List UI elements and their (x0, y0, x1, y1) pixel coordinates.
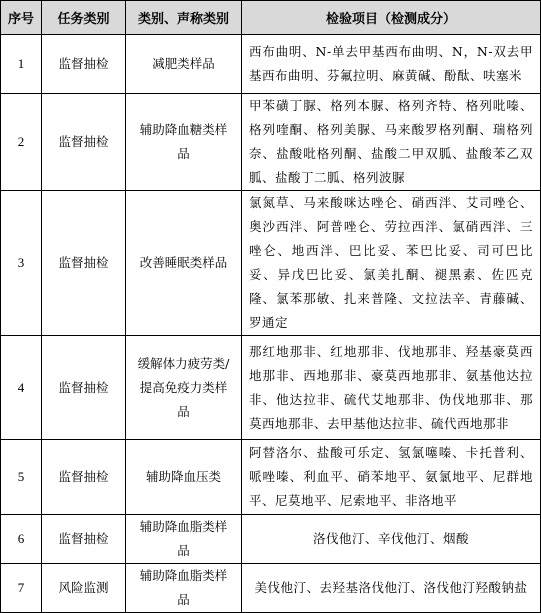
header-no: 序号 (1, 1, 42, 35)
row-task: 风险监测 (42, 564, 126, 613)
row-task: 监督抽检 (42, 336, 126, 440)
row-items: 那红地那非、红地那非、伐地那非、羟基豪莫西地那非、西地那非、豪莫西地那非、氨基他达拉非、他达拉非、硫代艾地那非、伪伐地那非、那莫西地那非、去甲基他达拉非、硫代西地那非 (242, 336, 541, 440)
row-items: 阿替洛尔、盐酸可乐定、氢氯噻嗪、卡托普利、哌唑嗪、利血平、硝苯地平、氨氯地平、尼群地平、尼莫地平、尼索地平、非洛地平 (242, 440, 541, 515)
row-category: 缓解体力疲劳类/提高免疫力类样品 (126, 336, 242, 440)
table-row (1, 515, 541, 564)
row-task: 监督抽检 (42, 94, 126, 191)
row-no: 2 (1, 94, 42, 191)
row-items: 洛伐他汀、辛伐他汀、烟酸 (242, 515, 541, 564)
row-no: 4 (1, 336, 42, 440)
table-row (1, 35, 541, 94)
row-category: 辅助降血压类 (126, 440, 242, 515)
row-items: 西布曲明、N-单去甲基西布曲明、N，N-双去甲基西布曲明、芬氟拉明、麻黄碱、酚酞、呋塞米 (242, 35, 541, 94)
row-items: 甲苯磺丁脲、格列本脲、格列齐特、格列吡嗪、格列喹酮、格列美脲、马来酸罗格列酮、瑞格列奈、盐酸吡格列酮、盐酸二甲双胍、盐酸苯乙双胍、盐酸丁二胍、格列波脲 (242, 94, 541, 191)
header-task: 任务类别 (42, 1, 126, 35)
table-row (1, 336, 541, 440)
table-row (1, 440, 541, 515)
row-items: 氯氮草、马来酸咪达唑仑、硝西泮、艾司唑仑、奥沙西泮、阿普唑仑、劳拉西泮、氯硝西泮、三唑仑、地西泮、巴比妥、苯巴比妥、司可巴比妥、异戊巴比妥、氯美扎酮、褪黑素、佐匹克隆、氯苯那敏、扎来普隆、文拉法辛、青藤碱、罗通定 (242, 191, 541, 336)
row-category: 辅助降血脂类样品 (126, 515, 242, 564)
row-no: 7 (1, 564, 42, 613)
header-row (1, 1, 541, 35)
row-category: 辅助降血脂类样品 (126, 564, 242, 613)
row-task: 监督抽检 (42, 440, 126, 515)
row-category: 改善睡眠类样品 (126, 191, 242, 336)
row-category: 辅助降血糖类样品 (126, 94, 242, 191)
table-row (1, 564, 541, 613)
table-row (1, 191, 541, 336)
row-category: 减肥类样品 (126, 35, 242, 94)
row-task: 监督抽检 (42, 35, 126, 94)
row-no: 6 (1, 515, 42, 564)
header-items: 检验项目（检测成分） (242, 1, 541, 35)
row-task: 监督抽检 (42, 191, 126, 336)
header-category: 类别、声称类别 (126, 1, 242, 35)
row-no: 5 (1, 440, 42, 515)
row-no: 1 (1, 35, 42, 94)
row-task: 监督抽检 (42, 515, 126, 564)
table-row (1, 94, 541, 191)
row-no: 3 (1, 191, 42, 336)
row-items: 美伐他汀、去羟基洛伐他汀、洛伐他汀羟酸钠盐 (242, 564, 541, 613)
